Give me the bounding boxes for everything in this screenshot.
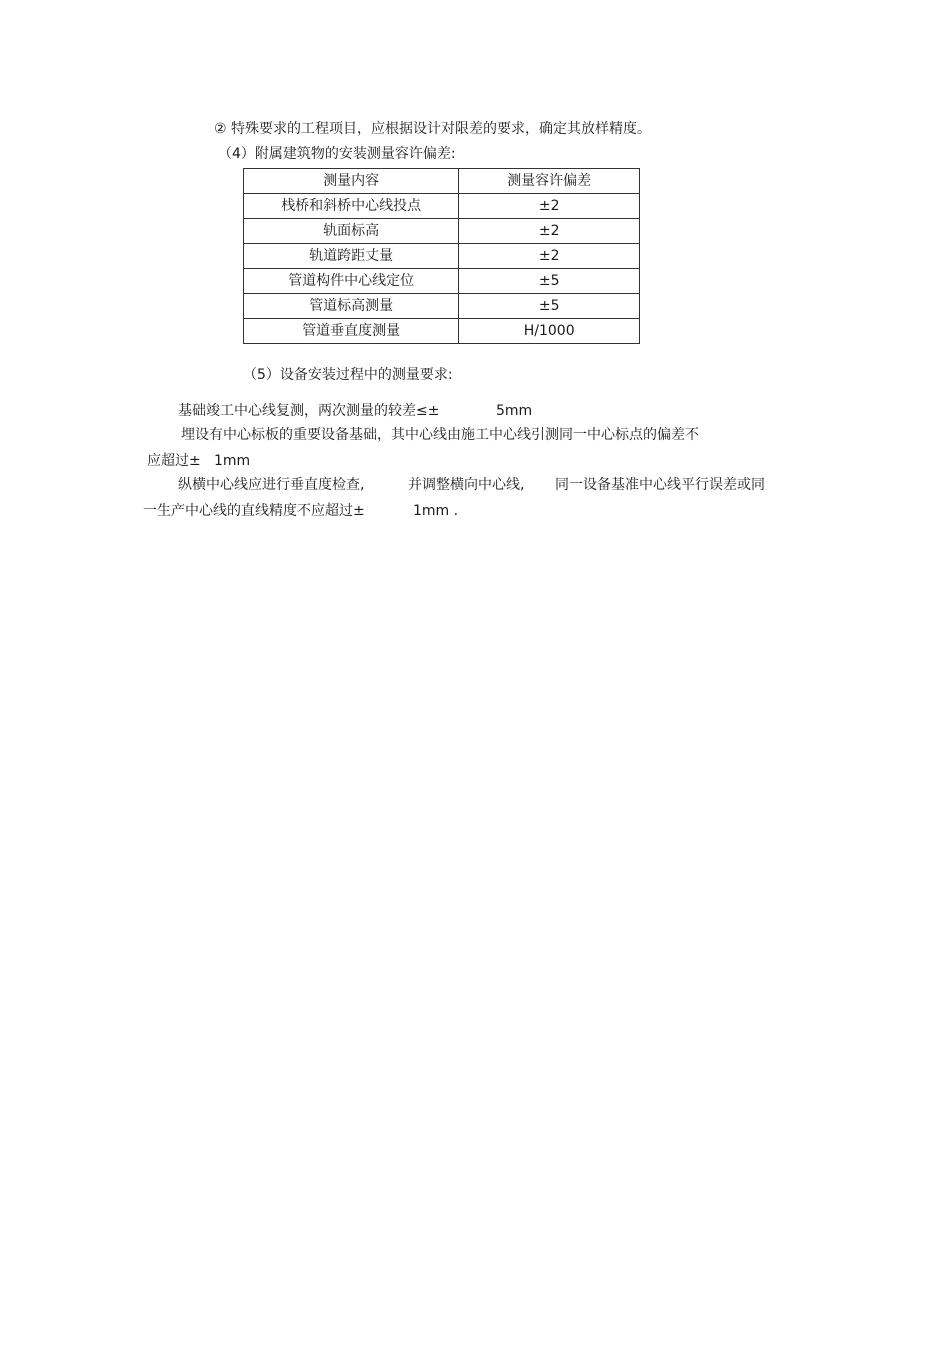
section-4-title: （4）附属建筑物的安装测量容许偏差: bbox=[218, 146, 456, 162]
table-cell-content: 栈桥和斜桥中心线投点 bbox=[244, 194, 459, 219]
paragraph-part1: 纵横中心线应进行垂直度检查, bbox=[178, 477, 365, 493]
table-cell-tolerance: ±2 bbox=[459, 194, 640, 219]
table-row bbox=[244, 269, 640, 294]
paragraph-value: 5mm bbox=[496, 403, 533, 419]
table-row bbox=[244, 319, 640, 344]
paragraph-text: 一生产中心线的直线精度不应超过± bbox=[143, 503, 365, 519]
table-row bbox=[244, 194, 640, 219]
table-row bbox=[244, 294, 640, 319]
table-cell-tolerance: ±2 bbox=[459, 219, 640, 244]
table-row bbox=[244, 244, 640, 269]
table-row bbox=[244, 219, 640, 244]
table-header-row bbox=[244, 169, 640, 194]
paragraph-part3: 同一设备基准中心线平行误差或同 bbox=[555, 477, 765, 493]
paragraph-value: 1mm bbox=[214, 453, 251, 469]
table-cell-tolerance: ±5 bbox=[459, 269, 640, 294]
table-cell-content: 管道垂直度测量 bbox=[244, 319, 459, 344]
table-cell-tolerance: H/1000 bbox=[459, 319, 640, 344]
paragraph-text: 基础竣工中心线复测，两次测量的较差≤± bbox=[178, 403, 440, 419]
paragraph-center-plate-line1: 埋设有中心标板的重要设备基础，其中心线由施工中心线引测同一中心标点的偏差不 bbox=[181, 427, 699, 443]
paragraph-part2: 并调整横向中心线, bbox=[408, 477, 525, 493]
column-header-content: 测量内容 bbox=[244, 169, 459, 194]
paragraph-value: 1mm . bbox=[413, 503, 459, 519]
paragraph-text: 应超过± bbox=[147, 453, 201, 469]
special-requirement-item: ② 特殊要求的工程项目，应根据设计对限差的要求，确定其放样精度。 bbox=[214, 121, 651, 137]
table-cell-content: 管道构件中心线定位 bbox=[244, 269, 459, 294]
table-cell-content: 轨面标高 bbox=[244, 219, 459, 244]
installation-tolerance-table bbox=[243, 168, 640, 344]
table-cell-content: 轨道跨距丈量 bbox=[244, 244, 459, 269]
column-header-tolerance: 测量容许偏差 bbox=[459, 169, 640, 194]
table-cell-content: 管道标高测量 bbox=[244, 294, 459, 319]
table-cell-tolerance: ±2 bbox=[459, 244, 640, 269]
table-cell-tolerance: ±5 bbox=[459, 294, 640, 319]
section-5-title: （5）设备安装过程中的测量要求: bbox=[243, 367, 453, 383]
